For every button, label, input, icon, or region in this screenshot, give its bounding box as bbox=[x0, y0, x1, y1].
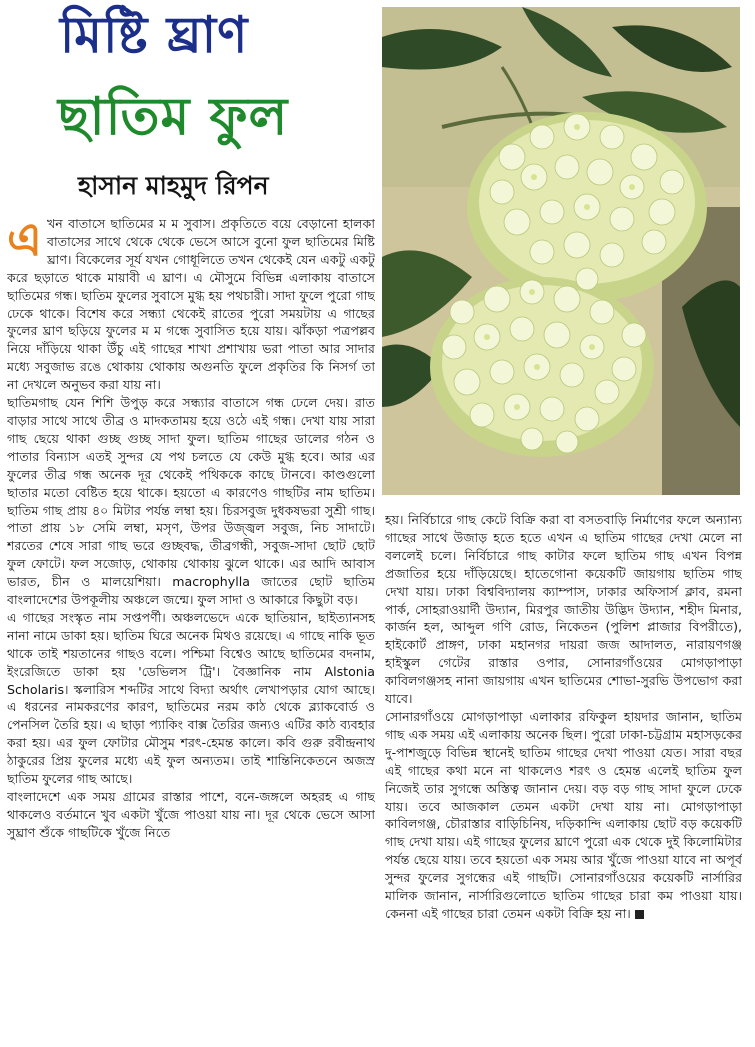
article-paragraph: হয়। নির্বিচারে গাছ কেটে বিক্রি করা বা বসতবাড়ি নির্মাণের ফলে অন্যান্য গাছের সাথে উজাড় হতে হতে এখন এ ছাতিম গাছের দেখা মেলে না বললেই চলে। নির্বিচারে গাছ কাটার ফলে ছাতিম গাছ এখন বিপন্ন প্রজাতির হয়ে দাঁড়িয়েছে। হাতেগোনা কয়েকটি জায়গায় ছাতিম গাছ দেখা যায়। ঢাকা বিশ্ববিদ্যালয় ক্যাম্পাস, ঢাকার অফিসার্স ক্লাব, রমনা পার্ক, সোহরাওয়ার্দী উদ্যান, মিরপুর জাতীয় উদ্ভিদ উদ্যান, শহীদ মিনার, কার্জন হল, আব্দুল গণি রোড, নিকেতন (পুলিশ প্লাজার বিপরীতে), হাইকোর্ট প্রাঙ্গণ, ঢাকা মহানগর দায়রা জজ আদালত, নারায়ণগঞ্জ হাইস্কুল গেটের রাস্তার ওপার, সোনারগাঁওয়ের মোগড়াপাড়া কাবিলগঞ্জসহ নানা জায়গায় এখন ছাতিমের শোভা-সুরভি উপভোগ করা যাবে। bbox=[385, 512, 742, 707]
article-column-left bbox=[7, 215, 375, 1043]
article-paragraph: এ গাছের সংস্কৃত নাম সপ্তপর্ণী। অঞ্চলভেদে একে ছাতিয়ান, ছাইত্যানসহ নানা নামে ডাকা হয়। ছাতিম ঘিরে অনেক মিথও রয়েছে। এ গাছে নাকি ভূত থাকে তাই শয়তানের গাছও বলে। পশ্চিমা বিশ্বেও আছে ছাতিমের বদনাম, ইংরেজিতে ডাকা হয় 'ডেভিলস ট্রি'। বৈজ্ঞানিক নাম Alstonia Scholaris। স্কলারিস শব্দটির সাথে বিদ্যা অর্থাৎ লেখাপড়ার যোগ আছে। এ ধরনের নামকরণের কারণ, ছাতিমের নরম কাঠ থেকে ব্ল্যাকবোর্ড ও পেনসিল তৈরি হয়। এ ছাড়া প্যাকিং বাক্স তৈরির জন্যও এটির কাঠ ব্যবহার করা হয়। এর ফুল ফোটার মৌসুম শরৎ-হেমন্ত কালে। কবি গুরু রবীন্দ্রনাথ ঠাকুরের প্রিয় ফুলের মধ্যে এই ফুল অন্যতম। তাই শান্তিনিকেতনে অজস্র ছাতিম ফুলের গাছ আছে। bbox=[7, 609, 375, 787]
end-mark-icon bbox=[635, 910, 644, 919]
kicker-title: মিষ্টি ঘ্রাণ bbox=[60, 6, 249, 64]
headline: ছাতিম ফুল bbox=[58, 87, 289, 147]
article-photo bbox=[382, 7, 740, 495]
drop-cap: এ bbox=[7, 215, 42, 266]
article-paragraph: এখন বাতাসে ছাতিমের ম ম সুবাস। প্রকৃতিতে বয়ে বেড়ানো হালকা বাতাসের সাথে থেকে থেকে ভেসে আসে বুনো ফুল ছাতিমের মিষ্টি ঘ্রাণ। বিকেলের সূর্য যখন গোধূলিতে তখন থেকেই যেন একটু একটু করে ছড়াতে থাকে মায়াবী এ ঘ্রাণ। এ মৌসুমে বিভিন্ন এলাকায় বাতাসে ছাতিমের গন্ধ। ছাতিম ফুলের সুবাসে মুগ্ধ হয় পথচারী। সাদা ফুলে পুরো গাছ ঢেকে থাকে। বিশেষ করে সন্ধ্যা থেকেই রাতের পুরো সময়টায় এ গাছের ফুলের ঘ্রাণ ছড়িয়ে ফুলের ম ম গন্ধে সুবাসিত হয়ে যায়। ঝাঁকড়া পত্রপল্লব নিয়ে দাঁড়িয়ে থাকা উঁচু এই গাছের শাখা প্রশাখায় ভরা পাতা আর সাদার মধ্যে সবুজাভ রঙে থোকায় থোকায় অগুনতি ফুলে প্রকৃতির কি নিসর্গ তা না দেখলে অনুভব করা যায় না। bbox=[7, 215, 375, 393]
article-paragraph: সোনারগাঁওয়ে মোগড়াপাড়া এলাকার রফিকুল হায়দার জানান, ছাতিম গাছ এক সময় এই এলাকায় অনেক ছিল। পুরো ঢাকা-চট্টগ্রাম মহাসড়কের দু-পাশজুড়ে বিভিন্ন স্থানেই ছাতিম গাছের দেখা পাওয়া যেত। সারা বছর এই গাছের কথা মনে না থাকলেও শরৎ ও হেমন্ত এলেই ছাতিম ফুল নিজেই তার সুগন্ধে অস্তিত্ব জানান দেয়। বড় বড় গাছ সাদা ফুলে ঢেকে যায়। তবে আজকাল তেমন একটা দেখা যায় না। মোগড়াপাড়া কাবিলগঞ্জ, চৌরাস্তার বাড়িচিনিষ, দড়িকান্দি এলাকায় ছোট বড় কয়েকটি গাছ দেখা যায়। এই গাছের ফুলের ঘ্রাণে পুরো এক থেকে দুই কিলোমিটার পর্যন্ত ছেয়ে যায়। তবে হয়তো এক সময় আর খুঁজে পাওয়া যাবে না অপূর্ব সুন্দর ফুলের সুগন্ধের এই গাছটি। সোনারগাঁওয়ের কয়েকটি নার্সারির মালিক জানান, নার্সারিগুলোতে ছাতিম গাছের চারা কম পাওয়া যায়। কেননা এই গাছের চারা তেমন একটা বিক্রি হয় না। bbox=[385, 708, 742, 921]
article-paragraph: বাংলাদেশে এক সময় গ্রামের রাস্তার পাশে, বনে-জঙ্গলে অহরহ এ গাছ থাকলেও বর্তমানে খুব একটা খুঁজে পাওয়া যায় না। দূর থেকে ভেসে আসা সুঘ্রাণ শুঁকে গাছটিকে খুঁজে নিতে bbox=[7, 789, 375, 840]
byline: হাসান মাহমুদ রিপন bbox=[78, 171, 269, 200]
article-paragraph: ছাতিমগাছ যেন শিশি উপুড় করে সন্ধ্যার বাতাসে গন্ধ ঢেলে দেয়। রাত বাড়ার সাথে সাথে তীব্র ও মাদকতাময় হয়ে ওঠে এই গন্ধ। দেখা যায় সারা গাছ ছেয়ে থাকা গুচ্ছ গুচ্ছ সাদা ফুল। ছাতিম গাছের ডালের গঠন ও পাতার বিন্যাস এতই সুন্দর যে পথ চলতে যে কেউ মুগ্ধ হবে। আর এর ফুলের তীব্র গন্ধ অনেক দূর থেকেই পথিককে কাছে টানবে। কাণ্ডগুলো ছাতার মতো বেষ্টিত হয়ে থাকে। হয়তো এ কারণেও গাছটির নাম ছাতিম। ছাতিম গাছ প্রায় ৪০ মিটার পর্যন্ত লম্বা হয়। চিরসবুজ দুধকষভরা সুশ্রী গাছ। পাতা প্রায় ১৮ সেমি লম্বা, মসৃণ, উপর উজ্জ্বল সবুজ, নিচ সাদাটে। শরতের শেষে সারা গাছ ভরে গুচ্ছবদ্ধ, তীব্রগন্ধী, সবুজ-সাদা ছোট ছোট ফুল ফোটে। ফল সজোড়, থোকায় থোকায় ঝুলে থাকে। এর আদি আবাস ভারত, চীন ও মালয়েশিয়া। macrophylla জাতের ছোট ছাতিম বাংলাদেশের উপকূলীয় অঞ্চলে জন্মে। ফুল সাদা ও আকারে কিছুটা বড়। bbox=[7, 395, 375, 608]
flower-illustration bbox=[382, 7, 740, 495]
article-column-right bbox=[385, 511, 742, 1043]
